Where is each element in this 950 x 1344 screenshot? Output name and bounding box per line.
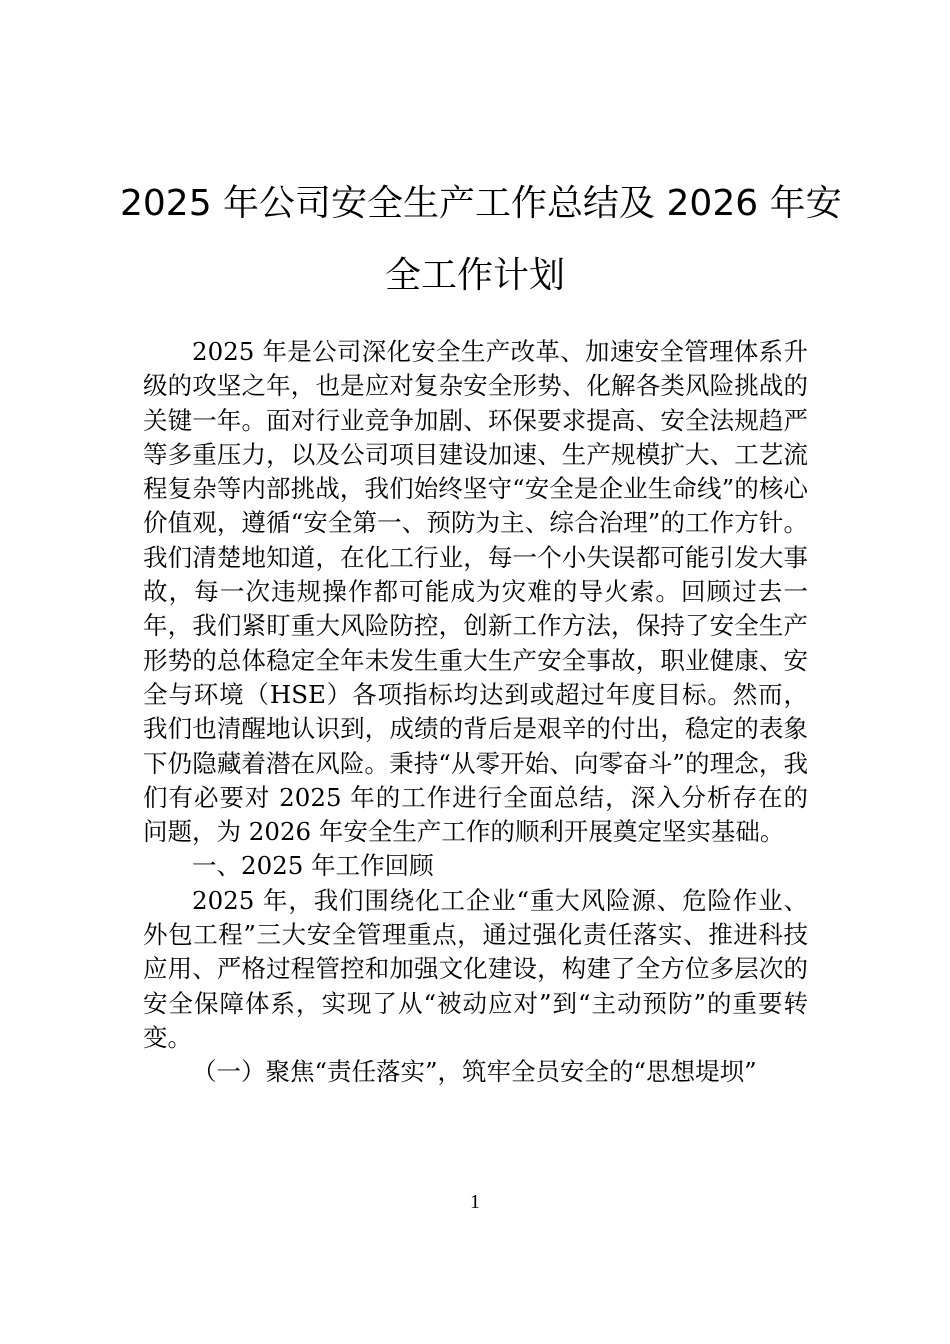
subsection-heading: （一）聚焦“责任落实”，筑牢全员安全的“思想堤坝” xyxy=(192,1057,757,1087)
review-paragraph: 2025 年，我们围绕化工企业“重大风险源、危险作业、外包工程”三大安全管理重点，通过强化责任落实、推进科技应用、严格过程管控和加强文化建设，构建了全方位多层次的安全保障体系，实现了从“被动应对”到“主动预防”的重要转变。 xyxy=(143,885,808,1052)
document-title xyxy=(120,168,842,312)
section-heading: 一、2025 年工作回顾 xyxy=(192,851,434,881)
page-number: 1 xyxy=(470,1191,480,1213)
title-line-2: 全工作计划 xyxy=(384,255,565,296)
title-line-1: 2025 年公司安全生产工作总结及 2026 年安 xyxy=(120,183,842,224)
intro-paragraph: 2025 年是公司深化安全生产改革、加速安全管理体系升级的攻坚之年，也是应对复杂安全形势、化解各类风险挑战的关键一年。面对行业竞争加剧、环保要求提高、安全法规趋严等多重压力，以及公司项目建设加速、生产规模扩大、工艺流程复杂等内部挑战，我们始终坚守“安全是企业生命线”的核心价值观，遵循“安全第一、预防为主、综合治理”的工作方针。我们清楚地知道，在化工行业，每一个小失误都可能引发大事故，每一次违规操作都可能成为灾难的导火索。回顾过去一年，我们紧盯重大风险防控，创新工作方法，保持了安全生产形势的总体稳定全年未发生重大生产安全事故，职业健康、安全与环境（HSE）各项指标均达到或超过年度目标。然而，我们也清醒地认识到，成绩的背后是艰辛的付出，稳定的表象下仍隐藏着潜在风险。秉持“从零开始、向零奋斗”的理念，我们有必要对 2025 年的工作进行全面总结，深入分析存在的问题，为 2026 年安全生产工作的顺利开展奠定坚实基础。 xyxy=(143,337,808,847)
document-body xyxy=(143,335,808,1090)
